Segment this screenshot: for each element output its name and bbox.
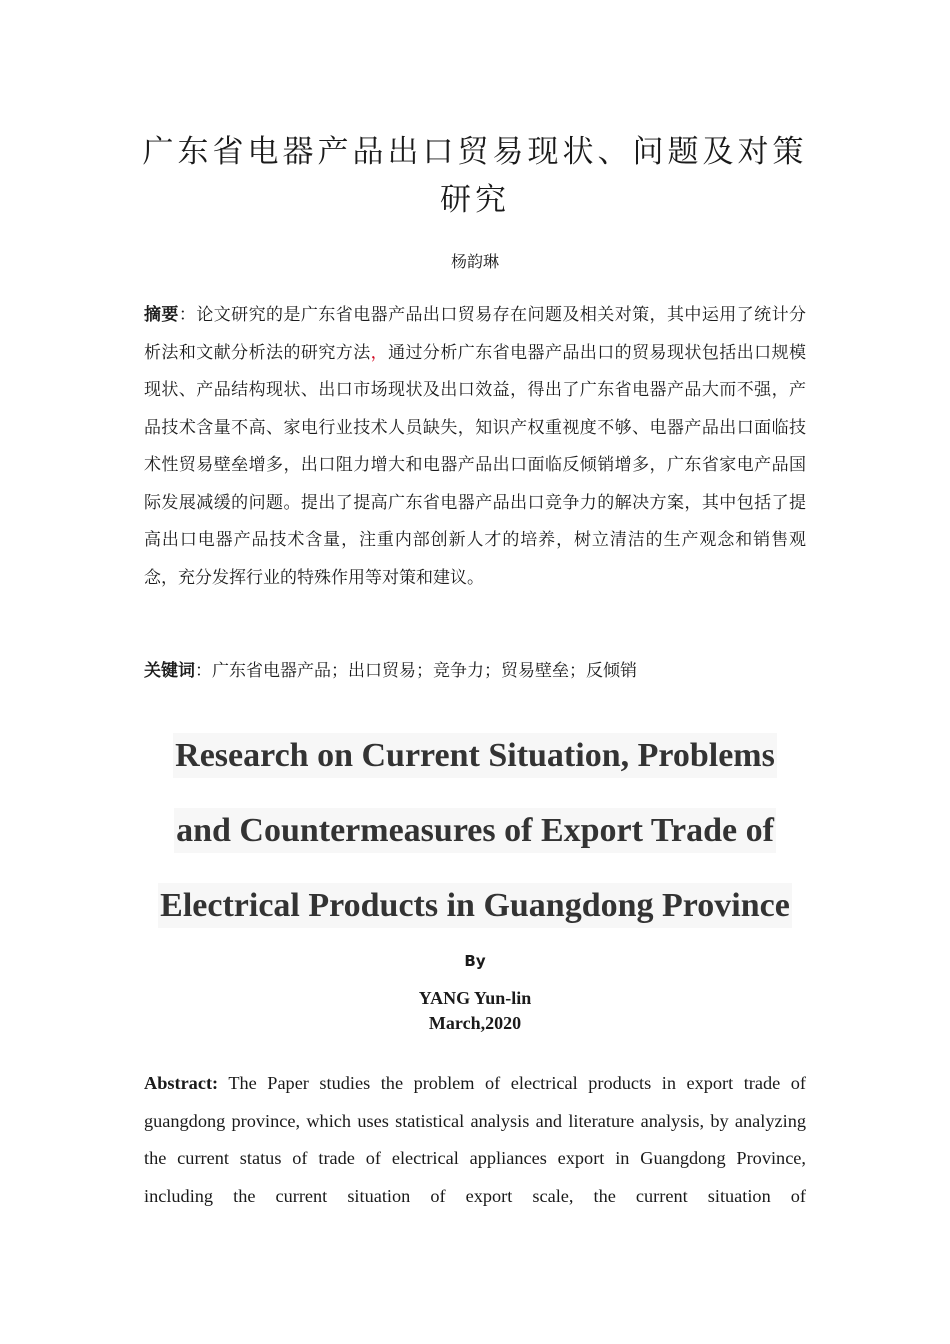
english-title-line-2: and Countermeasures of Export Trade of	[174, 808, 776, 853]
chinese-abstract-red-comma: ，	[370, 342, 389, 363]
english-by-label: By	[464, 952, 486, 970]
english-title-line-3: Electrical Products in Guangdong Province	[158, 883, 792, 928]
chinese-title: 广东省电器产品出口贸易现状、问题及对策研究	[142, 134, 808, 218]
english-abstract-label: Abstract:	[144, 1073, 219, 1093]
chinese-abstract-label: 摘要	[144, 305, 179, 325]
chinese-abstract-colon: ：	[178, 305, 197, 325]
english-title-line-1: Research on Current Situation, Problems	[173, 733, 777, 778]
english-date: March,2020	[428, 1013, 522, 1033]
chinese-abstract-text-part2: 通过分析广东省电器产品出口的贸易现状包括出口规模现状、产品结构现状、出口市场现状及出口效益，得出了广东省电器产品大而不强，产品技术含量不高、家电行业技术人员缺失，知识产权重视度不够、电器产品出口面临技术性贸易壁垒增多，出口阻力增大和电器产品出口面临反倾销增多，广东省家电产品国际发展减缓的问题。提出了提高广东省电器产品出口竞争力的解决方案，其中包括了提高出口电器产品技术含量，注重内部创新人才的培养，树立清洁的生产观念和销售观念，充分发挥行业的特殊作用等对策和建议。	[144, 342, 807, 588]
chinese-keywords-label: 关键词	[144, 661, 195, 681]
english-abstract-text: The Paper studies the problem of electrical products in export trade of guangdong province, which uses statistical analysis and literature analysis, by analyzing the current status of trade of electrical appliances export in Guangdong Province, including the current situation of export scale, the current situation of	[144, 1073, 806, 1206]
chinese-keywords-colon: ：	[195, 661, 212, 681]
chinese-author: 杨韵琳	[450, 252, 499, 271]
chinese-keywords-text: 广东省电器产品；出口贸易；竞争力；贸易壁垒；反倾销	[212, 661, 637, 681]
chinese-keywords	[144, 656, 806, 686]
english-abstract	[144, 1065, 806, 1215]
chinese-abstract	[144, 297, 806, 597]
english-title	[100, 718, 850, 943]
chinese-abstract-text-part1: 论文研究的是广东省电器产品出口贸易存在问题及相关对策，其中运用了统计分析法和文献分析法的研究方法	[144, 305, 807, 363]
english-author: YANG Yun-lin	[418, 988, 532, 1008]
